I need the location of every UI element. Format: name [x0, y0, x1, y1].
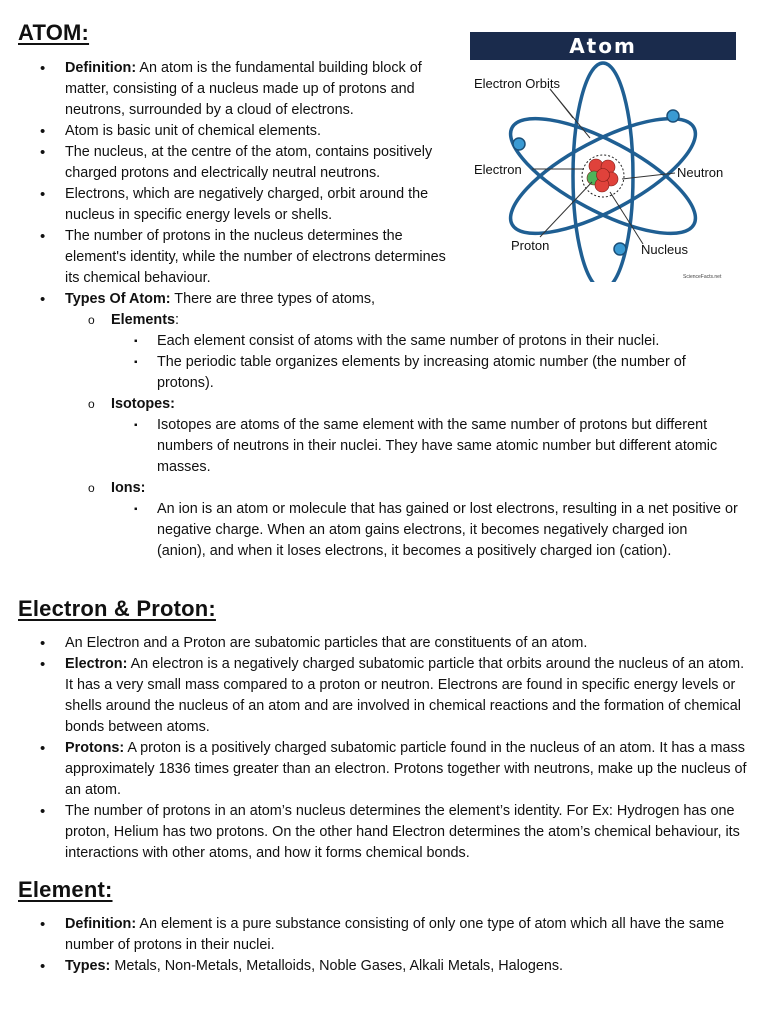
ions-points: [18, 499, 738, 562]
atom-heading: ATOM:: [18, 20, 90, 45]
list-item: ▪ An ion is an atom or molecule that has gained or lost electrons, resulting in a net positive or negative charge. When an atom gains electrons, it becomes negatively charged ion (anion), and when it loses electrons, it becomes a positively charged ion (cation).: [18, 499, 738, 562]
leader-line: [610, 192, 643, 244]
label-proton: Proton: [511, 238, 550, 253]
list-item: • Types Of Atom: There are three types of atoms,: [18, 289, 738, 310]
diagram-title: Atom: [569, 34, 637, 58]
list-item: • An Electron and a Proton are subatomic particles that are constituents of an atom.: [18, 633, 753, 654]
list-item: • The number of protons in the nucleus determines the element's identity, while the number of electrons determines its chemical behaviour.: [18, 226, 463, 289]
atom-diagram: [470, 32, 736, 282]
label-neutron: Neutron: [677, 165, 724, 180]
list-item: • Definition: An element is a pure substance consisting of only one type of atom which all have the same number of protons in their nuclei.: [18, 914, 753, 956]
electron-proton-list: [18, 633, 753, 864]
isotopes-points: [18, 415, 738, 478]
atom-intro-list: [18, 58, 463, 289]
list-item: • The nucleus, at the centre of the atom, contains positively charged protons and electrically neutral neutrons.: [18, 142, 463, 184]
label-nucleus: Nucleus: [641, 242, 688, 257]
leader-line: [550, 89, 590, 138]
element-heading: Element:: [18, 877, 113, 902]
element-list: [18, 914, 753, 977]
list-item: ▪ Each element consist of atoms with the same number of protons in their nuclei.: [18, 331, 738, 352]
electron-particle: [513, 138, 525, 150]
atom-types-list: [18, 289, 738, 310]
electron-proton-heading: Electron & Proton:: [18, 596, 216, 621]
list-item: • Types: Metals, Non-Metals, Metalloids, Noble Gases, Alkali Metals, Halogens.: [18, 956, 753, 977]
nucleus: [587, 159, 618, 192]
atom-types-sublist: [18, 310, 738, 562]
subtype-isotopes: o Isotopes: ▪ Isotopes are atoms of the same element with the same number of protons but different numbers of neutrons in their nuclei. They have same atomic number but different atomic masses.: [18, 394, 738, 478]
proton-particle: [597, 169, 610, 182]
electron-particle: [614, 243, 626, 255]
list-item: • Atom is basic unit of chemical elements.: [18, 121, 463, 142]
list-item: • Electrons, which are negatively charged, orbit around the nucleus in specific energy levels or shells.: [18, 184, 463, 226]
list-item: • Protons: A proton is a positively charged subatomic particle found in the nucleus of an atom. It has a mass approximately 1836 times greater than an electron. Protons together with neutrons, make up the nucleus of an atom.: [18, 738, 753, 801]
label-electron-orbits: Electron Orbits: [474, 76, 560, 91]
list-item: • Definition: An atom is the fundamental building block of matter, consisting of a nucleus made up of protons and neutrons, surrounded by a cloud of electrons.: [18, 58, 463, 121]
label-electron: Electron: [474, 162, 522, 177]
elements-points: [18, 331, 738, 394]
list-item: • The number of protons in an atom’s nucleus determines the element’s identity. For Ex: Hydrogen has one proton, Helium has two protons. On the other hand Electron determines the atom’s chemical behaviour, its interactions with other atoms, and how it forms chemical bonds.: [18, 801, 753, 864]
list-item: ▪ The periodic table organizes elements by increasing atomic number (the number of protons).: [18, 352, 738, 394]
subtype-elements: o Elements: ▪ Each element consist of atoms with the same number of protons in their nuclei. ▪ The periodic table organizes elements by increasing atomic number (the number of protons).: [18, 310, 738, 394]
list-item: • Electron: An electron is a negatively charged subatomic particle that orbits around the nucleus of an atom. It has a very small mass compared to a proton or neutron. Electrons are found in specific energy levels or shells around the nucleus of an atom and are involved in chemical reactions and the formation of chemical bonds between atoms.: [18, 654, 753, 738]
electron-particle: [667, 110, 679, 122]
label-credit: ScienceFacts.net: [683, 274, 722, 280]
list-item: ▪ Isotopes are atoms of the same element with the same number of protons but different numbers of neutrons in their nuclei. They have same atomic number but different atomic masses.: [18, 415, 738, 478]
subtype-ions: o Ions: ▪ An ion is an atom or molecule that has gained or lost electrons, resulting in a net positive or negative charge. When an atom gains electrons, it becomes negatively charged ion (anion), and when it loses electrons, it becomes a positively charged ion (cation).: [18, 478, 738, 562]
